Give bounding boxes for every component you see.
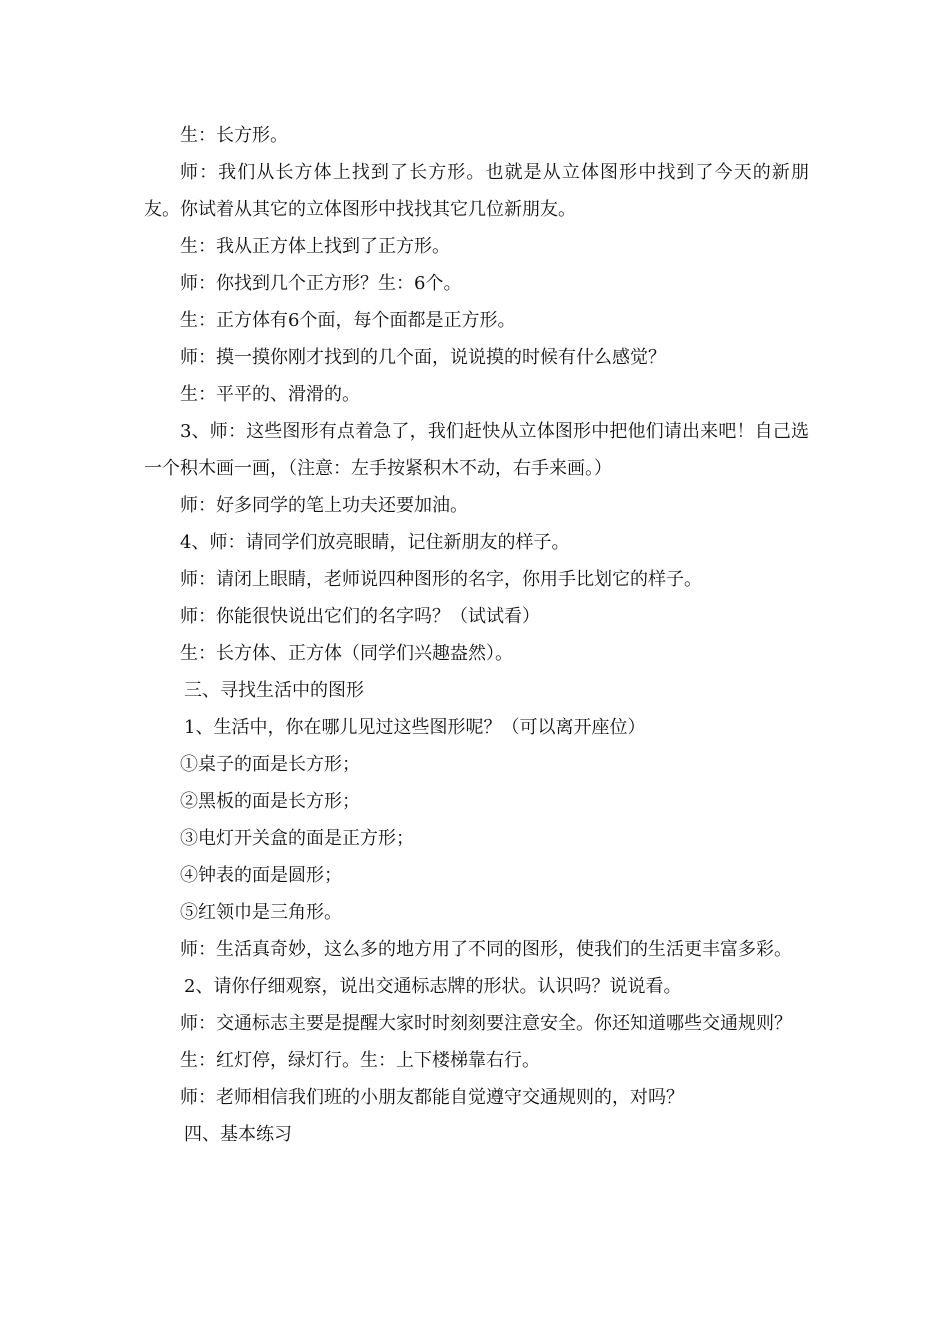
list-item-4: ④钟表的面是圆形； (180, 865, 342, 886)
paragraph-24: 生：红灯停，绿灯行。生：上下楼梯靠右行。 (180, 1050, 540, 1071)
paragraph-25: 师：老师相信我们班的小朋友都能自觉遵守交通规则的，对吗？ (180, 1087, 684, 1108)
paragraph-11: 师：请闭上眼睛，老师说四种图形的名字，你用手比划它的样子。 (180, 569, 702, 590)
section-heading-4: 四、基本练习 (184, 1124, 292, 1145)
paragraph-12: 师：你能很快说出它们的名字吗？（试试看） (180, 606, 540, 627)
paragraph-1: 生：长方形。 (180, 125, 288, 146)
paragraph-6: 师：摸一摸你刚才找到的几个面，说说摸的时候有什么感觉？ (180, 347, 666, 368)
paragraph-21: 师：生活真奇妙，这么多的地方用了不同的图形，使我们的生活更丰富多彩。 (180, 939, 792, 960)
section-heading-3: 三、寻找生活中的图形 (184, 680, 364, 701)
document-body (144, 117, 809, 1153)
paragraph-4: 师：你找到几个正方形？生：6个。 (180, 273, 462, 294)
list-item-1: ①桌子的面是长方形； (180, 754, 360, 775)
paragraph-5: 生：正方体有6个面，每个面都是正方形。 (180, 310, 516, 331)
paragraph-7: 生：平平的、滑滑的。 (180, 384, 360, 405)
paragraph-9: 师：好多同学的笔上功夫还要加油。 (180, 495, 468, 516)
paragraph-22: 2、请你仔细观察，说出交通标志牌的形状。认识吗？说说看。 (184, 976, 682, 997)
list-item-3: ③电灯开关盒的面是正方形； (180, 828, 414, 849)
paragraph-3: 生：我从正方体上找到了正方形。 (180, 236, 450, 257)
list-item-2: ②黑板的面是长方形； (180, 791, 360, 812)
paragraph-15: 1、生活中，你在哪儿见过这些图形呢？（可以离开座位） (184, 717, 646, 738)
paragraph-23: 师：交通标志主要是提醒大家时时刻刻要注意安全。你还知道哪些交通规则？ (180, 1013, 792, 1034)
paragraph-13: 生：长方体、正方体（同学们兴趣盎然）。 (180, 643, 513, 664)
paragraph-8: 3、师：这些图形有点着急了，我们赶快从立体图形中把他们请出来吧！自己选一个积木画一画，（注意：左手按紧积木不动，右手来画。） (144, 421, 809, 479)
paragraph-10: 4、师：请同学们放亮眼睛，记住新朋友的样子。 (180, 532, 570, 553)
paragraph-2: 师：我们从长方体上找到了长方形。也就是从立体图形中找到了今天的新朋友。你试着从其它的立体图形中找找其它几位新朋友。 (144, 162, 809, 220)
list-item-5: ⑤红领巾是三角形。 (180, 902, 342, 923)
